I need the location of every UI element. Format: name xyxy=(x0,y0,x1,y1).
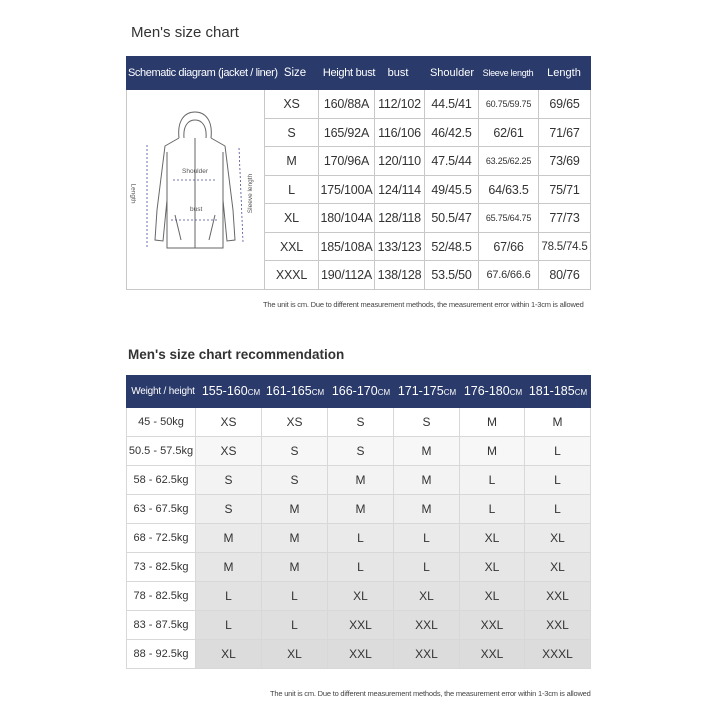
diagram-label-shoulder: Shoulder xyxy=(182,168,209,175)
size-recommendation-cell: XS xyxy=(196,437,262,466)
sleeve-cell: 64/63.5 xyxy=(479,176,539,205)
bust-cell: 120/110 xyxy=(375,147,425,176)
size-recommendation-cell: S xyxy=(262,466,328,495)
weight-cell: 50.5 - 57.5kg xyxy=(126,437,196,466)
size-recommendation-cell: M xyxy=(394,466,460,495)
size-recommendation-cell: M xyxy=(196,524,262,553)
size-recommendation-cell: M xyxy=(262,495,328,524)
size-recommendation-cell: M xyxy=(262,524,328,553)
table-row xyxy=(265,119,591,148)
table-row xyxy=(265,261,591,290)
header-bust: bust xyxy=(387,67,409,79)
length-cell: 69/65 xyxy=(539,90,591,119)
length-cell: 73/69 xyxy=(539,147,591,176)
size-recommendation-cell: XXL xyxy=(460,640,525,669)
size-recommendation-cell: XXL xyxy=(394,640,460,669)
weight-cell: 63 - 67.5kg xyxy=(126,495,196,524)
size-recommendation-cell: M xyxy=(460,408,525,437)
size-recommendation-cell: XL xyxy=(196,640,262,669)
weight-cell: 88 - 92.5kg xyxy=(126,640,196,669)
length-cell: 80/76 xyxy=(539,261,591,290)
height-cell: 165/92A xyxy=(319,119,375,148)
size-recommendation-cell: M xyxy=(196,553,262,582)
size-recommendation-cell: S xyxy=(328,408,394,437)
header-length: Length xyxy=(547,67,581,79)
table-row xyxy=(265,204,591,233)
diagram-label-bust: bust xyxy=(190,206,203,213)
weight-cell: 78 - 82.5kg xyxy=(126,582,196,611)
size-recommendation-cell: S xyxy=(394,408,460,437)
size-recommendation-cell: XXL xyxy=(328,611,394,640)
size-recommendation-cell: S xyxy=(196,466,262,495)
height-cell: 190/112A xyxy=(319,261,375,290)
header-diagram: Schematic diagram (jacket / liner) xyxy=(128,67,278,79)
header-height-col: 155-160CM xyxy=(201,384,261,398)
size-recommendation-cell: XXL xyxy=(460,611,525,640)
size-chart-note: The unit is cm. Due to different measurement methods, the measurement error within 1-3cm is allowed xyxy=(263,300,584,309)
jacket-diagram xyxy=(127,90,264,288)
length-cell: 78.5/74.5 xyxy=(539,233,591,262)
size-recommendation-cell: L xyxy=(525,495,591,524)
size-recommendation-cell: L xyxy=(328,553,394,582)
shoulder-cell: 46/42.5 xyxy=(425,119,479,148)
table-row xyxy=(126,553,591,582)
shoulder-cell: 50.5/47 xyxy=(425,204,479,233)
size-recommendation-cell: L xyxy=(460,466,525,495)
sleeve-cell: 67.6/66.6 xyxy=(479,261,539,290)
size-chart-table xyxy=(126,56,591,290)
recommendation-title: Men's size chart recommendation xyxy=(128,347,345,362)
size-chart-title: Men's size chart xyxy=(131,24,239,41)
size-cell: XL xyxy=(265,204,319,233)
size-recommendation-cell: M xyxy=(460,437,525,466)
table-row xyxy=(265,90,591,119)
size-recommendation-cell: L xyxy=(328,524,394,553)
size-cell: XXL xyxy=(265,233,319,262)
table-row xyxy=(126,408,591,437)
size-recommendation-cell: XL xyxy=(460,553,525,582)
bust-cell: 112/102 xyxy=(375,90,425,119)
header-height-col: 161-165CM xyxy=(265,384,325,398)
size-cell: M xyxy=(265,147,319,176)
size-recommendation-cell: S xyxy=(196,495,262,524)
size-recommendation-cell: XL xyxy=(525,524,591,553)
sleeve-cell: 63.25/62.25 xyxy=(479,147,539,176)
bust-cell: 138/128 xyxy=(375,261,425,290)
recommendation-note: The unit is cm. Due to different measurement methods, the measurement error within 1-3cm is allowed xyxy=(270,689,591,698)
table-row xyxy=(265,176,591,205)
size-recommendation-cell: M xyxy=(394,437,460,466)
header-height-col: 171-175CM xyxy=(397,384,457,398)
bust-cell: 124/114 xyxy=(375,176,425,205)
size-recommendation-cell: M xyxy=(394,495,460,524)
length-cell: 75/71 xyxy=(539,176,591,205)
size-recommendation-cell: XS xyxy=(262,408,328,437)
size-recommendation-cell: XL xyxy=(460,582,525,611)
header-height-col: 176-180CM xyxy=(463,384,523,398)
size-recommendation-cell: L xyxy=(262,611,328,640)
size-recommendation-cell: XXL xyxy=(328,640,394,669)
weight-cell: 45 - 50kg xyxy=(126,408,196,437)
shoulder-cell: 47.5/44 xyxy=(425,147,479,176)
table-row xyxy=(265,233,591,262)
size-recommendation-cell: M xyxy=(525,408,591,437)
table-row xyxy=(126,495,591,524)
size-recommendation-cell: XL xyxy=(525,553,591,582)
shoulder-cell: 52/48.5 xyxy=(425,233,479,262)
weight-cell: 83 - 87.5kg xyxy=(126,611,196,640)
table-row xyxy=(126,582,591,611)
size-recommendation-cell: S xyxy=(262,437,328,466)
bust-cell: 116/106 xyxy=(375,119,425,148)
size-recommendation-cell: XL xyxy=(394,582,460,611)
size-recommendation-cell: XL xyxy=(328,582,394,611)
size-recommendation-cell: M xyxy=(262,553,328,582)
size-recommendation-cell: L xyxy=(262,582,328,611)
size-recommendation-cell: S xyxy=(328,437,394,466)
length-cell: 71/67 xyxy=(539,119,591,148)
height-cell: 175/100A xyxy=(319,176,375,205)
weight-cell: 58 - 62.5kg xyxy=(126,466,196,495)
size-recommendation-cell: XL xyxy=(262,640,328,669)
weight-cell: 73 - 82.5kg xyxy=(126,553,196,582)
size-recommendation-cell: L xyxy=(525,466,591,495)
size-recommendation-cell: XL xyxy=(460,524,525,553)
size-recommendation-cell: L xyxy=(196,611,262,640)
length-cell: 77/73 xyxy=(539,204,591,233)
size-cell: S xyxy=(265,119,319,148)
height-cell: 180/104A xyxy=(319,204,375,233)
sleeve-cell: 60.75/59.75 xyxy=(479,90,539,119)
weight-cell: 68 - 72.5kg xyxy=(126,524,196,553)
table-row xyxy=(126,611,591,640)
sleeve-cell: 65.75/64.75 xyxy=(479,204,539,233)
header-height-col: 181-185CM xyxy=(528,384,588,398)
height-cell: 185/108A xyxy=(319,233,375,262)
size-recommendation-cell: XXL xyxy=(394,611,460,640)
shoulder-cell: 49/45.5 xyxy=(425,176,479,205)
size-recommendation-cell: XXL xyxy=(525,582,591,611)
bust-cell: 133/123 xyxy=(375,233,425,262)
size-cell: XS xyxy=(265,90,319,119)
header-shoulder: Shoulder xyxy=(429,67,475,79)
bust-cell: 128/118 xyxy=(375,204,425,233)
size-chart-header xyxy=(126,56,591,90)
size-recommendation-cell: M xyxy=(328,495,394,524)
size-recommendation-cell: XS xyxy=(196,408,262,437)
size-cell: XXXL xyxy=(265,261,319,290)
table-row xyxy=(126,466,591,495)
table-row xyxy=(126,640,591,669)
table-row xyxy=(265,147,591,176)
size-recommendation-cell: XXXL xyxy=(525,640,591,669)
header-size: Size xyxy=(283,67,307,79)
diagram-label-sleeve: Sleeve length xyxy=(247,173,255,214)
size-recommendation-cell: L xyxy=(460,495,525,524)
height-cell: 170/96A xyxy=(319,147,375,176)
sleeve-cell: 67/66 xyxy=(479,233,539,262)
shoulder-cell: 53.5/50 xyxy=(425,261,479,290)
table-row xyxy=(126,437,591,466)
shoulder-cell: 44.5/41 xyxy=(425,90,479,119)
size-recommendation-cell: L xyxy=(525,437,591,466)
size-cell: L xyxy=(265,176,319,205)
table-row xyxy=(126,524,591,553)
header-height-bust: Height bust xyxy=(322,67,376,79)
header-height-col: 166-170CM xyxy=(331,384,391,398)
size-recommendation-cell: L xyxy=(394,553,460,582)
recommendation-header xyxy=(126,375,591,408)
sleeve-cell: 62/61 xyxy=(479,119,539,148)
size-recommendation-cell: L xyxy=(196,582,262,611)
height-cell: 160/88A xyxy=(319,90,375,119)
header-sleeve-length: Sleeve length xyxy=(482,68,534,78)
size-recommendation-cell: L xyxy=(394,524,460,553)
size-recommendation-cell: M xyxy=(328,466,394,495)
size-recommendation-cell: XXL xyxy=(525,611,591,640)
header-weight-height: Weight / height xyxy=(131,386,195,397)
diagram-label-length: Length xyxy=(129,183,137,204)
jacket-diagram-cell xyxy=(126,90,265,290)
